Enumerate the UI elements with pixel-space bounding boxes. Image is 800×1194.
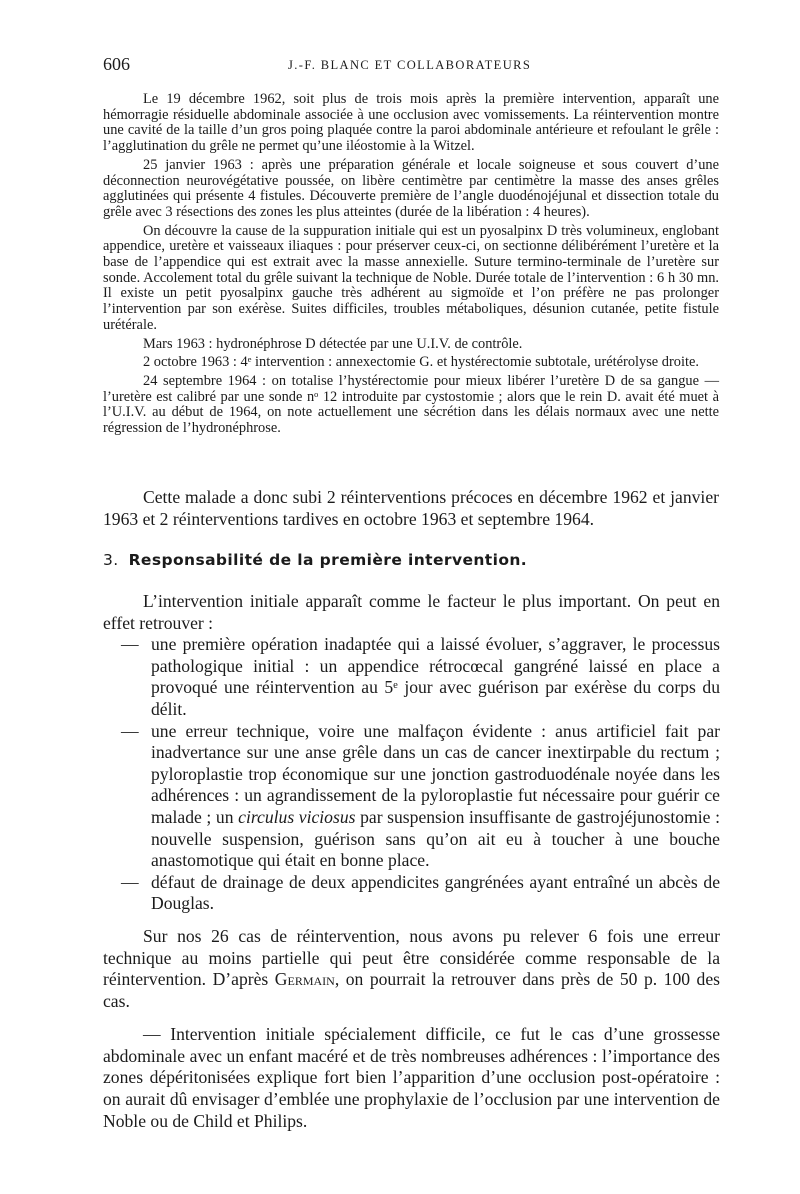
section-body [103,591,720,1132]
list-item-text [151,721,720,872]
list-item [103,872,720,915]
case-report [103,92,719,437]
closing-paragraph [103,926,720,1012]
list-item-text: défaut de drainage de deux appendicites gangrénées ayant entraîné un abcès de Douglas. [151,871,720,914]
closing-text: Sur nos 26 cas de réintervention, nous avons pu relever 6 fois une erreur technique au moins partielle qui peut être considérée comme responsable de la réintervention. D’après [103,925,720,990]
list-item-text-part: par suspension insuffisante de gastrojéjunostomie : nouvelle suspension, guérison sans qu’on ait eu à toucher à une bouche anastomotique qui était en bonne place. [151,806,720,871]
cited-author: Germain [274,969,335,990]
section-title: Responsabilité de la première intervention. [128,551,528,569]
cause-list [103,634,720,915]
case-paragraph: Le 19 décembre 1962, soit plus de trois mois après la première intervention, apparaît une hémorragie résiduelle abdominale associée à une occlusion avec vomissements. La réintervention montre une cavité de la taille d’un gros poing plaquée contre la paroi abdominale antérieure et refoulant le grêle : l’agglutination du grêle ne permet qu’une iléostomie à la Witzel. [103,91,719,155]
list-item [103,634,720,720]
case-paragraph: 25 janvier 1963 : après une préparation générale et locale soigneuse et sous couvert d’une déconnection neurovégétative poussée, on libère centimètre par centimètre la masse des anses grêles agglutinées qui présente 4 fistules. Découverte première de l’angle duodénojéjunal et dissection totale du grêle avec 3 résections des zones les plus atteintes (durée de la libération : 4 heures). [103,156,719,220]
list-dash: — [121,871,139,892]
case-paragraph: On découvre la cause de la suppuration initiale qui est un pyosalpinx D très volumineux, englobant appendice, uretère et vaisseaux iliaques : pour préserver ceux-ci, on sectionne délibérément l’uretère et la base de l’appendice qui est extrait avec la masse annexielle. Suture termino-terminale de l’uretère sur sonde. Accolement total du grêle suivant la technique de Noble. Durée totale de l’intervention : 6 h 30 mn. Il existe un petit pyosalpinx gauche très adhérent au sigmoïde et l’on préfère ne pas prolonger l’intervention par son exérèse. Suites difficiles, troubles métaboliques, désunion cutanée, petite fistule urétérale. [103,222,719,333]
closing-text: , on pourrait la retrouver dans près de 50 p. 100 des cas. [103,969,721,1011]
list-item [103,721,720,872]
closing-paragraph: — Intervention initiale spécialement difficile, ce fut le cas d’une grossesse abdominale avec un enfant macéré et de très nombreuses adhérences : l’importance des zones dépéritonisées explique fort bien l’apparition d’une occlusion post-opératoire : on aurait dû envisager d’emblée une prophylaxie de l’occlusion par une intervention de Noble ou de Child et Philips. [103,1024,720,1131]
running-title: J.-F. BLANC ET COLLABORATEURS [288,58,532,72]
section-heading [103,551,719,569]
case-summary: Cette malade a donc subi 2 réinterventions précoces en décembre 1962 et janvier 1963 et 2 réinterventions tardives en octobre 1963 et septembre 1964. [103,487,719,529]
case-paragraph: 2 octobre 1963 : 4ᵉ intervention : annexectomie G. et hystérectomie subtotale, urétérolyse droite. [143,354,699,371]
page-number: 606 [103,54,130,74]
list-item-text-part: une erreur technique, voire une malfaçon évidente : anus artificiel fait par inadvertance sur une anse grêle dans un cas de cancer inextirpable du rectum ; pyloroplastie trop économique sur une jonction gastroduodénale noyée dans les adhérences : un agrandissement de la pyloroplastie fut nécessaire pour guérir ce malade ; un [151,720,720,827]
section-intro: L’intervention initiale apparaît comme le facteur le plus important. On peut en effet retrouver : [103,591,720,633]
section-number: 3. [103,551,119,569]
case-paragraph: Mars 1963 : hydronéphrose D détectée par une U.I.V. de contrôle. [143,335,523,352]
running-head [103,54,720,78]
list-item-text: une première opération inadaptée qui a laissé évoluer, s’aggraver, le processus pathologique initial : un appendice rétrocœcal gangréné laissé en place a provoqué une réintervention au 5ᵉ jour avec guérison par exérèse du corps du délit. [151,634,720,719]
list-dash: — [121,720,139,741]
case-paragraph: 24 septembre 1964 : on totalise l’hystérectomie pour mieux libérer l’uretère D de sa gangue — l’uretère est calibré par une sonde nᵒ 12 introduite par cystostomie ; alors que le rein D. avait été muet à l’U.I.V. au début de 1964, on note actuellement une sécrétion dans les délais normaux avec une nette régression de l’hydronéphrose. [103,372,719,437]
list-dash: — [121,634,139,655]
latin-term: circulus viciosus [238,806,356,827]
